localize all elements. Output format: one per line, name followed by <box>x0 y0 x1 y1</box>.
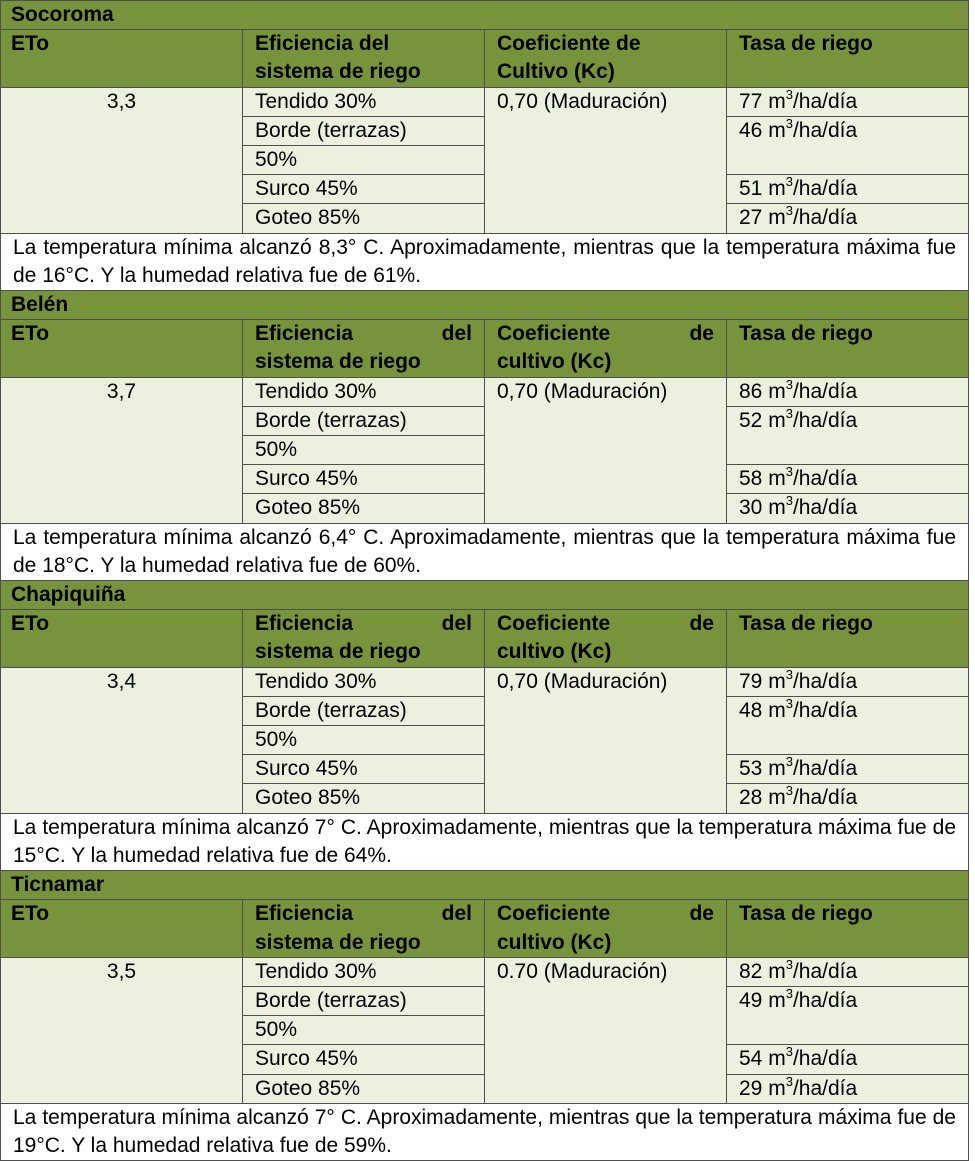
system-borde: Borde (terrazas) <box>243 986 485 1015</box>
rate-surco: 51 $m^3/ha$/día <box>727 175 969 204</box>
section-title: Ticnamar <box>1 871 969 900</box>
climate-note: La temperatura mínima alcanzó 7° C. Aproximadamente, mientras que la temperatura máxima fue de 15°C. Y la humedad relativa fue de 64%. <box>1 813 969 870</box>
system-tendido: Tendido 30% <box>243 377 485 406</box>
kc-value: 0,70 (Maduración) <box>485 87 727 233</box>
section-title: Belén <box>1 291 969 320</box>
eto-value: 3,3 <box>1 87 243 233</box>
system-borde: Borde (terrazas) <box>243 696 485 725</box>
rate-borde: 49 $m^3/ha$/día <box>727 986 969 1044</box>
rate-tendido: 79 $m^3/ha$/día <box>727 667 969 696</box>
eto-value: 3,7 <box>1 377 243 523</box>
kc-value: 0,70 (Maduración) <box>485 667 727 813</box>
col-header-efficiency: Eficiencia del sistema de riego <box>243 900 485 957</box>
col-header-kc: Coeficiente de cultivo (Kc) <box>485 900 727 957</box>
system-borde: Borde (terrazas) <box>243 406 485 435</box>
col-header-efficiency: Eficiencia del sistema de riego <box>243 610 485 667</box>
rate-goteo: 27 $m^3/ha$/día <box>727 204 969 233</box>
col-header-rate: Tasa de riego <box>727 610 969 667</box>
system-borde-cont: 50% <box>243 146 485 175</box>
climate-note: La temperatura mínima alcanzó 7° C. Aproximadamente, mientras que la temperatura máxima fue de 19°C. Y la humedad relativa fue de 59%. <box>1 1103 969 1160</box>
system-borde-cont: 50% <box>243 726 485 755</box>
eto-value: 3,4 <box>1 667 243 813</box>
system-goteo: Goteo 85% <box>243 494 485 523</box>
rate-goteo: 29 $m^3/ha$/día <box>727 1074 969 1103</box>
system-surco: Surco 45% <box>243 465 485 494</box>
rate-tendido: 82 $m^3/ha$/día <box>727 957 969 986</box>
rate-surco: 58 $m^3/ha$/día <box>727 465 969 494</box>
system-surco: Surco 45% <box>243 175 485 204</box>
system-borde-cont: 50% <box>243 436 485 465</box>
eto-value: 3,5 <box>1 957 243 1103</box>
rate-borde: 52 $m^3/ha$/día <box>727 406 969 464</box>
col-header-eto: ETo <box>1 610 243 667</box>
kc-value: 0.70 (Maduración) <box>485 957 727 1103</box>
rate-goteo: 30 $m^3/ha$/día <box>727 494 969 523</box>
rate-goteo: 28 $m^3/ha$/día <box>727 784 969 813</box>
system-tendido: Tendido 30% <box>243 957 485 986</box>
col-header-rate: Tasa de riego <box>727 900 969 957</box>
system-surco: Surco 45% <box>243 755 485 784</box>
system-goteo: Goteo 85% <box>243 204 485 233</box>
section-table-belen <box>0 291 969 581</box>
rate-surco: 54 $m^3/ha$/día <box>727 1045 969 1074</box>
rate-tendido: 77 $m^3/ha$/día <box>727 87 969 116</box>
system-borde: Borde (terrazas) <box>243 116 485 145</box>
section-title: Socoroma <box>1 1 969 30</box>
col-header-efficiency: Eficiencia del sistema de riego <box>243 30 485 87</box>
col-header-kc: Coeficiente de Cultivo (Kc) <box>485 30 727 87</box>
col-header-kc: Coeficiente de cultivo (Kc) <box>485 610 727 667</box>
col-header-eto: ETo <box>1 320 243 377</box>
system-surco: Surco 45% <box>243 1045 485 1074</box>
rate-surco: 53 $m^3/ha$/día <box>727 755 969 784</box>
col-header-kc: Coeficiente de cultivo (Kc) <box>485 320 727 377</box>
section-table-socoroma <box>0 0 969 291</box>
system-borde-cont: 50% <box>243 1016 485 1045</box>
col-header-eto: ETo <box>1 30 243 87</box>
col-header-efficiency: Eficiencia del sistema de riego <box>243 320 485 377</box>
col-header-eto: ETo <box>1 900 243 957</box>
col-header-rate: Tasa de riego <box>727 320 969 377</box>
rate-borde: 46 $m^3/ha$/día <box>727 116 969 174</box>
system-tendido: Tendido 30% <box>243 667 485 696</box>
climate-note: La temperatura mínima alcanzó 6,4° C. Aproximadamente, mientras que la temperatura máxima fue de 18°C. Y la humedad relativa fue de 60%. <box>1 523 969 580</box>
col-header-rate: Tasa de riego <box>727 30 969 87</box>
system-goteo: Goteo 85% <box>243 1074 485 1103</box>
section-table-ticnamar <box>0 871 969 1161</box>
section-table-chapiquina <box>0 581 969 871</box>
section-title: Chapiquiña <box>1 581 969 610</box>
system-goteo: Goteo 85% <box>243 784 485 813</box>
kc-value: 0,70 (Maduración) <box>485 377 727 523</box>
system-tendido: Tendido 30% <box>243 87 485 116</box>
climate-note: La temperatura mínima alcanzó 8,3° C. Aproximadamente, mientras que la temperatura máxima fue de 16°C. Y la humedad relativa fue de 61%. <box>1 233 969 290</box>
rate-tendido: 86 $m^3/ha$/día <box>727 377 969 406</box>
rate-borde: 48 $m^3/ha$/día <box>727 696 969 754</box>
